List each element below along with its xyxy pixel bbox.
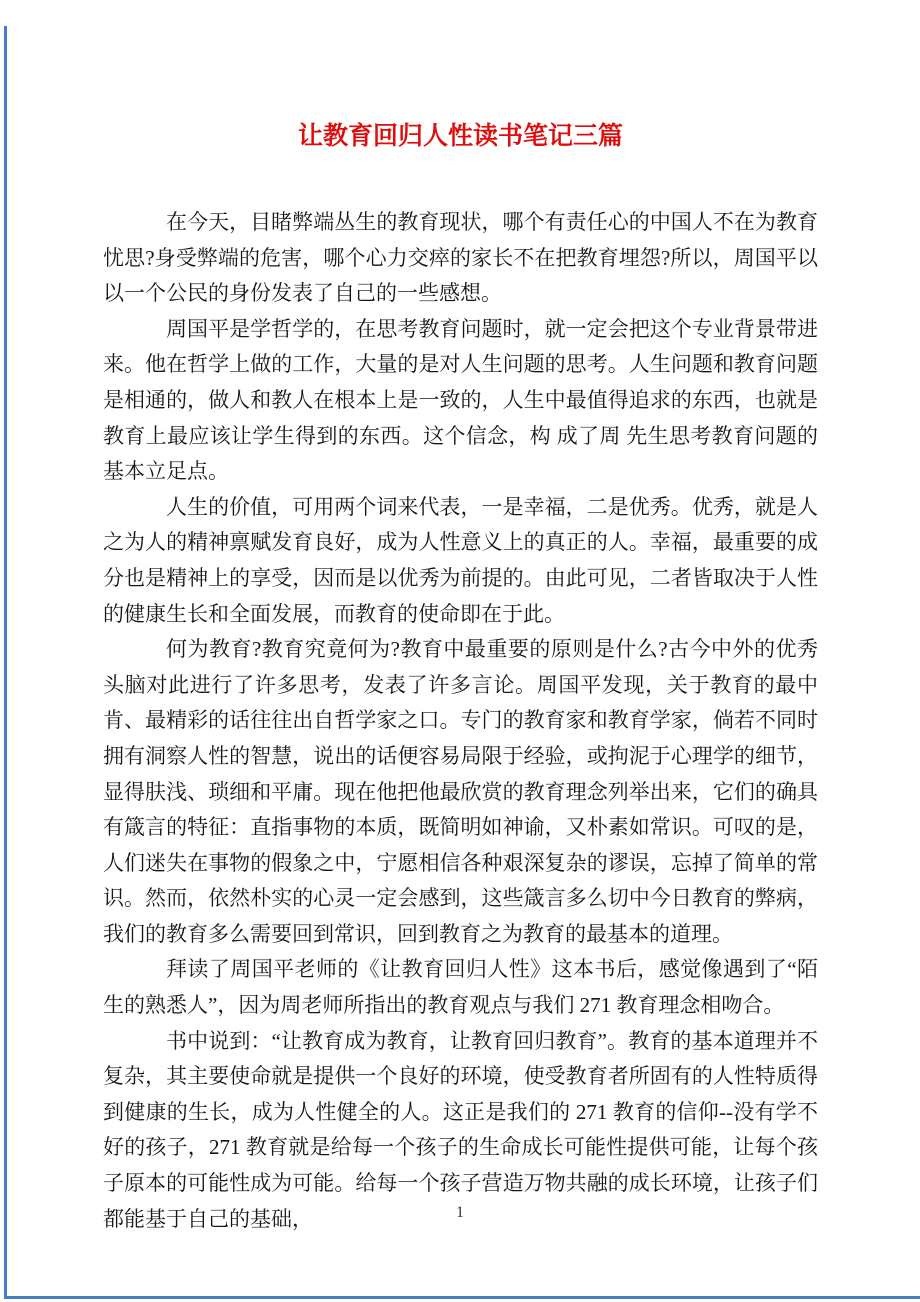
document-body: [0, 205, 920, 1237]
page-number: 1: [456, 1204, 464, 1221]
document-title: 让教育回归人性读书笔记三篇: [297, 123, 623, 150]
page-border-bottom: [4, 1296, 920, 1299]
paragraph-2: 周国平是学哲学的，在思考教育问题时，就一定会把这个专业背景带进来。他在哲学上做的工作，大量的是对人生问题的思考。人生问题和教育问题是相通的，做人和教人在根本上是一致的，人生中最值得追求的东西，也就是教育上最应该让学生得到的东西。这个信念，构 成了周 先生思考教育问题的基本立足点。: [103, 316, 818, 484]
paragraph-1: 在今天，目睹弊端丛生的教育现状，哪个有责任心的中国人不在为教育忧思?身受弊端的危害，哪个心力交瘁的家长不在把教育埋怨?所以，周国平以以一个公民的身份发表了自己的一些感想。: [103, 210, 818, 306]
page-border-left: [4, 26, 7, 1299]
paragraph-4: 何为教育?教育究竟何为?教育中最重要的原则是什么?古今中外的优秀头脑对此进行了许多思考，发表了许多言论。周国平发现，关于教育的最中肯、最精彩的话往往出自哲学家之口。专门的教育家和教育学家，倘若不同时拥有洞察人性的智慧，说出的话便容易局限于经验，或拘泥于心理学的细节，显得肤浅、琐细和平庸。现在他把他最欣赏的教育理念列举出来，它们的确具有箴言的特征：直指事物的本质，既简明如神谕，又朴素如常识。可叹的是，人们迷失在事物的假象之中，宁愿相信各种艰深复杂的谬误，忘掉了简单的常识。然而，依然朴实的心灵一定会感到，这些箴言多么切中今日教育的弊病，我们的教育多么需要回到常识，回到教育之为教育的最基本的道理。: [103, 637, 818, 946]
paragraph-3: 人生的价值，可用两个词来代表，一是幸福，二是优秀。优秀，就是人之为人的精神禀赋发育良好，成为人性意义上的真正的人。幸福，最重要的成分也是精神上的享受，因而是以优秀为前提的。由此可见，二者皆取决于人性的健康生长和全面发展，而教育的使命即在于此。: [103, 494, 818, 626]
paragraph-5: 拜读了周国平老师的《让教育回归人性》这本书后，感觉像遇到了“陌生的熟悉人”，因为周老师所指出的教育观点与我们 271 教育理念相吻合。: [103, 957, 818, 1018]
paragraph-6: 书中说到：“让教育成为教育，让教育回归教育”。教育的基本道理并不复杂，其主要使命就是提供一个良好的环境，使受教育者所固有的人性特质得到健康的生长，成为人性健全的人。这正是我们的 271 教育的信仰--没有学不好的孩子，271 教育就是给每一个孩子的生命成长可能性提供可能，让每个孩子原本的可能性成为可能。给每一个孩子营造万物共融的成长环境，让孩子们都能基于自己的基础，: [103, 1028, 818, 1231]
